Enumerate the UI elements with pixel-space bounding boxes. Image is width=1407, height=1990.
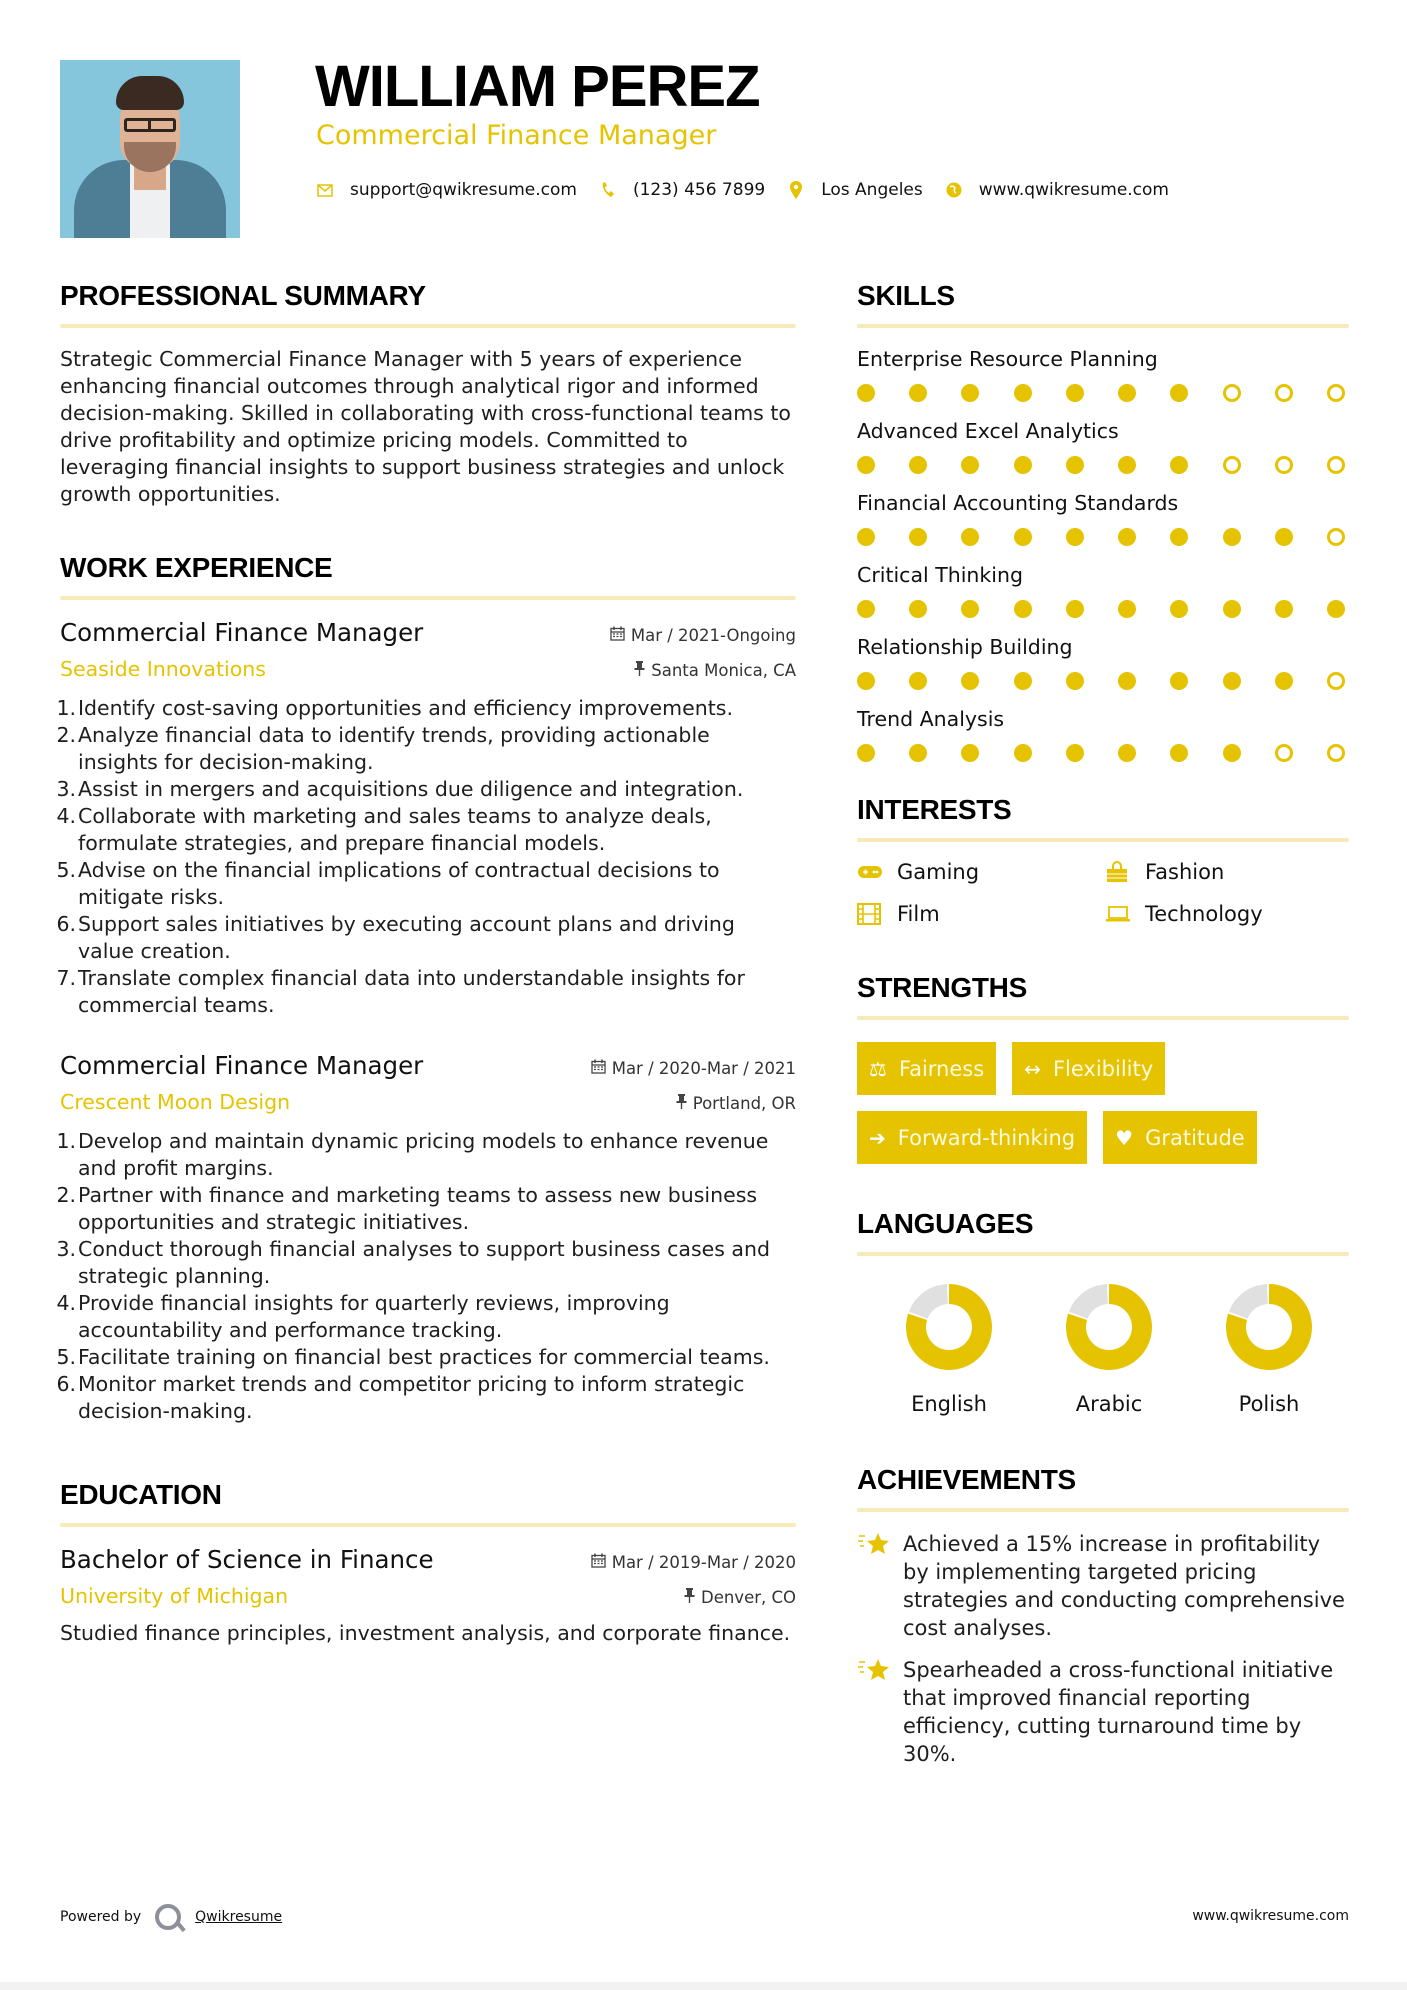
rating-dot-filled [909, 744, 927, 762]
achievement-item [857, 1656, 1349, 1768]
film-icon [857, 903, 885, 925]
rating-dot-filled [1014, 744, 1032, 762]
rating-dot-filled [1118, 600, 1136, 618]
language-item [1189, 1284, 1349, 1416]
skill-name: Relationship Building [857, 635, 1073, 659]
interest-item [857, 860, 1105, 884]
footer-url[interactable]: www.qwikresume.com [1192, 1908, 1349, 1924]
rating-dot-filled [961, 456, 979, 474]
globe-icon [945, 181, 963, 199]
bullet-item: 1. Develop and maintain dynamic pricing models to enhance revenue and profit margins. [56, 1129, 769, 1180]
language-proficiency-donut [1226, 1284, 1312, 1370]
arrows-horizontal-icon: ↔ [1024, 1056, 1041, 1081]
rating-dot-filled [1170, 672, 1188, 690]
section-heading: INTERESTS [857, 794, 1012, 825]
rating-dot-filled [961, 672, 979, 690]
language-item [869, 1284, 1029, 1416]
rating-dot-filled [1014, 456, 1032, 474]
education-description: Studied finance principles, investment analysis, and corporate finance. [60, 1621, 791, 1645]
skill-name: Enterprise Resource Planning [857, 347, 1158, 371]
powered-by-label: Powered by [60, 1909, 142, 1925]
contact-phone-text: (123) 456 7899 [632, 180, 766, 200]
strength-tag [857, 1042, 996, 1095]
section-divider [857, 324, 1349, 328]
rating-dot-empty [1327, 528, 1345, 546]
education-entry [60, 1545, 796, 1647]
rating-dot-filled [1014, 672, 1032, 690]
rating-dot-filled [857, 528, 875, 546]
skill-name: Advanced Excel Analytics [857, 419, 1119, 443]
section-divider [60, 324, 796, 328]
experience-section [56, 550, 796, 1425]
rating-dot-filled [1118, 528, 1136, 546]
interest-label: Technology [1145, 902, 1263, 926]
arrow-right-icon: ➔ [869, 1125, 886, 1150]
rating-dot-empty [1275, 744, 1293, 762]
strength-label: Flexibility [1052, 1056, 1154, 1081]
section-divider [60, 596, 796, 600]
rating-dot-filled [1066, 672, 1084, 690]
bullet-item: 2. Partner with finance and marketing teams to assess new business opportunities and strategic initiatives. [56, 1183, 758, 1234]
rating-dot-filled [1066, 456, 1084, 474]
section-heading: STRENGTHS [857, 972, 1027, 1003]
bullet-item: 5. Facilitate training on financial best practices for commercial teams. [56, 1345, 770, 1369]
bullet-item: 4. Collaborate with marketing and sales teams to analyze deals, formulate strategies, and prepare financial models. [56, 804, 712, 855]
section-divider [857, 1508, 1349, 1512]
bullet-item: 7. Translate complex financial data into understandable insights for commercial teams. [56, 966, 745, 1017]
education-dates-text: Mar / 2019-Mar / 2020 [611, 1553, 796, 1572]
footer-powered-by [60, 1904, 282, 1930]
rating-dot-filled [909, 672, 927, 690]
job-location [676, 1094, 796, 1113]
pushpin-icon [684, 1588, 695, 1607]
bullet-item: 1. Identify cost-saving opportunities and efficiency improvements. [56, 696, 733, 720]
company-name: Seaside Innovations [60, 657, 266, 681]
company-name: Crescent Moon Design [60, 1090, 291, 1114]
rating-dot-filled [857, 600, 875, 618]
languages-list [857, 1284, 1349, 1416]
rating-dot-filled [857, 456, 875, 474]
rating-dot-filled [961, 600, 979, 618]
rating-dot-filled [1066, 384, 1084, 402]
rating-dot-filled [857, 384, 875, 402]
strength-tag [1103, 1111, 1257, 1164]
rating-dot-filled [1066, 528, 1084, 546]
rating-dot-filled [1170, 528, 1188, 546]
job-bullets [56, 1128, 796, 1425]
rating-dot-filled [909, 600, 927, 618]
rating-dot-empty [1275, 456, 1293, 474]
language-name: Polish [1238, 1392, 1300, 1416]
job-location-text: Portland, OR [692, 1094, 796, 1113]
section-heading: EDUCATION [60, 1479, 222, 1510]
rating-dot-filled [1170, 744, 1188, 762]
rating-dot-filled [1066, 744, 1084, 762]
language-proficiency-donut [906, 1284, 992, 1370]
degree-title: Bachelor of Science in Finance [60, 1545, 434, 1574]
job-title: Commercial Finance Manager [60, 618, 424, 647]
rating-dot-filled [909, 384, 927, 402]
rating-dot-filled [1170, 600, 1188, 618]
skill-name: Financial Accounting Standards [857, 491, 1179, 515]
skill-rating [857, 384, 1345, 402]
page-bottom-edge [0, 1982, 1407, 1990]
pushpin-icon [676, 1094, 687, 1113]
rating-dot-filled [1327, 600, 1345, 618]
qwikresume-link[interactable]: Qwikresume [195, 1909, 283, 1925]
interest-label: Fashion [1145, 860, 1225, 884]
contact-email[interactable] [316, 180, 577, 200]
strength-tags [857, 1042, 1349, 1164]
map-pin-icon [787, 181, 805, 199]
job-dates [591, 1059, 796, 1078]
rating-dot-filled [1118, 744, 1136, 762]
rating-dot-filled [1275, 600, 1293, 618]
candidate-title: Commercial Finance Manager [316, 120, 717, 151]
rating-dot-filled [1275, 528, 1293, 546]
section-heading: LANGUAGES [857, 1208, 1034, 1239]
candidate-name: WILLIAM PEREZ [315, 54, 760, 119]
star-icon [857, 1656, 903, 1768]
strengths-section [857, 970, 1349, 1164]
language-name: Arabic [1075, 1392, 1143, 1416]
shopping-bag-icon [1105, 861, 1133, 883]
job-dates [610, 626, 796, 645]
rating-dot-empty [1327, 456, 1345, 474]
rating-dot-filled [1014, 384, 1032, 402]
rating-dot-filled [961, 384, 979, 402]
skill-item [857, 634, 1349, 690]
qwikresume-logo-icon [155, 1904, 181, 1930]
achievement-text: Spearheaded a cross-functional initiative that improved financial reporting efficiency, cutting turnaround time by 30%. [903, 1658, 1334, 1766]
section-divider [857, 1016, 1349, 1020]
rating-dot-filled [1170, 456, 1188, 474]
bullet-item: 5. Advise on the financial implications of contractual decisions to mitigate risks. [56, 858, 720, 909]
contact-phone[interactable] [599, 180, 765, 200]
skill-item [857, 346, 1349, 402]
contact-website-text: www.qwikresume.com [978, 180, 1169, 200]
job-title: Commercial Finance Manager [60, 1051, 424, 1080]
calendar-icon [610, 626, 625, 645]
heart-icon: ♥ [1115, 1125, 1134, 1150]
rating-dot-filled [1066, 600, 1084, 618]
rating-dot-filled [1118, 672, 1136, 690]
rating-dot-filled [1223, 672, 1241, 690]
bullet-item: 4. Provide financial insights for quarterly reviews, improving accountability and performance tracking. [56, 1291, 670, 1342]
rating-dot-filled [857, 744, 875, 762]
rating-dot-filled [1223, 528, 1241, 546]
interest-label: Gaming [897, 860, 980, 884]
job-entry [56, 1051, 796, 1425]
interest-item [857, 902, 1105, 926]
bullet-item: 6. Monitor market trends and competitor pricing to inform strategic decision-making. [56, 1372, 745, 1423]
rating-dot-filled [909, 456, 927, 474]
left-column [56, 278, 796, 1647]
rating-dot-filled [1118, 456, 1136, 474]
rating-dot-empty [1327, 672, 1345, 690]
skill-item [857, 562, 1349, 618]
section-heading: PROFESSIONAL SUMMARY [60, 280, 426, 311]
language-proficiency-donut [1066, 1284, 1152, 1370]
section-heading: SKILLS [857, 280, 955, 311]
achievement-item [857, 1530, 1349, 1642]
section-heading: WORK EXPERIENCE [60, 552, 333, 583]
job-dates-text: Mar / 2020-Mar / 2021 [611, 1059, 796, 1078]
rating-dot-empty [1223, 456, 1241, 474]
education-location-text: Denver, CO [700, 1588, 796, 1607]
contact-location [787, 180, 923, 200]
rating-dot-empty [1223, 384, 1241, 402]
rating-dot-filled [1014, 528, 1032, 546]
strength-tag [857, 1111, 1087, 1164]
rating-dot-filled [857, 672, 875, 690]
summary-section [60, 278, 796, 508]
pushpin-icon [634, 661, 645, 680]
interest-item [1105, 902, 1353, 926]
job-location [634, 661, 796, 680]
calendar-icon [591, 1553, 606, 1572]
star-icon [857, 1530, 903, 1642]
skill-rating [857, 600, 1345, 618]
profile-photo [60, 60, 240, 238]
skill-rating [857, 672, 1345, 690]
contact-location-text: Los Angeles [821, 180, 923, 200]
skill-item [857, 706, 1349, 762]
education-dates [591, 1553, 796, 1572]
rating-dot-filled [1014, 600, 1032, 618]
skill-item [857, 490, 1349, 546]
interests-list [857, 860, 1349, 926]
gamepad-icon [857, 861, 885, 883]
rating-dot-empty [1275, 384, 1293, 402]
phone-icon [599, 181, 617, 199]
interest-item [1105, 860, 1353, 884]
skill-name: Critical Thinking [857, 563, 1023, 587]
job-dates-text: Mar / 2021-Ongoing [630, 626, 796, 645]
rating-dot-filled [961, 744, 979, 762]
rating-dot-filled [1275, 672, 1293, 690]
skills-list [857, 346, 1349, 762]
summary-text: Strategic Commercial Finance Manager with 5 years of experience enhancing financial outcomes through analytical rigor and informed decision-making. Skilled in collaborating with cross-functional teams to drive profitability and optimize pricing models. Committed to leveraging financial insights to support business strategies and unlock growth opportunities. [60, 347, 791, 506]
section-divider [857, 1252, 1349, 1256]
rating-dot-filled [1223, 600, 1241, 618]
job-bullets [56, 695, 796, 1019]
bullet-item: 6. Support sales initiatives by executing account plans and driving value creation. [56, 912, 735, 963]
skill-rating [857, 456, 1345, 474]
right-column [857, 278, 1349, 1782]
rating-dot-filled [1223, 744, 1241, 762]
job-location-text: Santa Monica, CA [651, 661, 796, 680]
interests-section [857, 792, 1349, 926]
school-name: University of Michigan [60, 1584, 289, 1608]
education-location [684, 1588, 796, 1607]
skill-rating [857, 528, 1345, 546]
strength-tag [1012, 1042, 1165, 1095]
bullet-item: 2. Analyze financial data to identify trends, providing actionable insights for decision-making. [56, 723, 710, 774]
rating-dot-filled [1170, 384, 1188, 402]
strength-label: Fairness [898, 1056, 985, 1081]
contact-website[interactable] [945, 180, 1169, 200]
contact-bar [316, 180, 1191, 200]
balance-scale-icon: ⚖ [869, 1056, 887, 1081]
languages-section [857, 1206, 1349, 1416]
bullet-item: 3. Assist in mergers and acquisitions due diligence and integration. [56, 777, 744, 801]
skill-item [857, 418, 1349, 474]
language-name: English [911, 1392, 987, 1416]
job-entry [56, 618, 796, 1019]
rating-dot-filled [909, 528, 927, 546]
section-divider [60, 1523, 796, 1527]
education-section [60, 1477, 796, 1647]
section-divider [857, 838, 1349, 842]
strength-label: Gratitude [1145, 1125, 1245, 1150]
skills-section [857, 278, 1349, 762]
achievement-text: Achieved a 15% increase in profitability by implementing targeted pricing strategies and conducting comprehensive cost analyses. [903, 1532, 1345, 1640]
rating-dot-empty [1327, 384, 1345, 402]
achievements-section [857, 1462, 1349, 1768]
skill-name: Trend Analysis [857, 707, 1005, 731]
language-item [1029, 1284, 1189, 1416]
calendar-icon [591, 1059, 606, 1078]
skill-rating [857, 744, 1345, 762]
strength-label: Forward-thinking [897, 1125, 1076, 1150]
bullet-item: 3. Conduct thorough financial analyses to support business cases and strategic planning. [56, 1237, 770, 1288]
rating-dot-filled [961, 528, 979, 546]
interest-label: Film [897, 902, 940, 926]
section-heading: ACHIEVEMENTS [857, 1464, 1076, 1495]
laptop-icon [1105, 903, 1133, 925]
envelope-icon [316, 181, 334, 199]
rating-dot-filled [1118, 384, 1136, 402]
contact-email-text: support@qwikresume.com [350, 180, 577, 200]
rating-dot-empty [1327, 744, 1345, 762]
